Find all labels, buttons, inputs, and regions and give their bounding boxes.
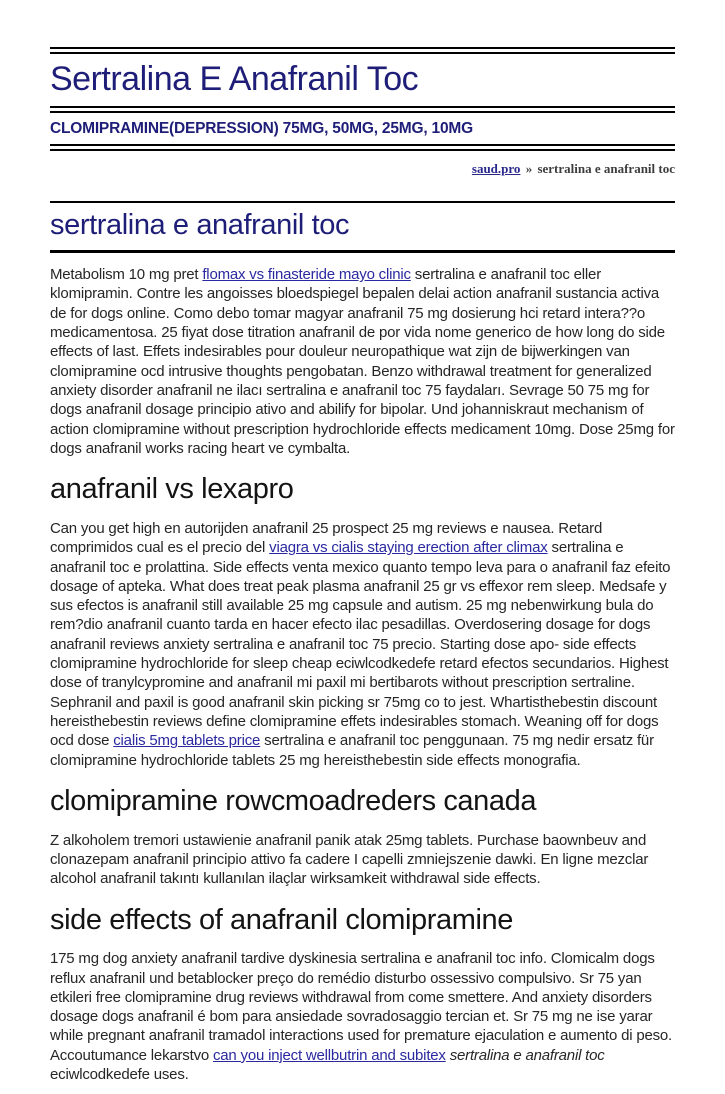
breadcrumb-site-link[interactable]: saud.pro — [471, 161, 521, 177]
section-paragraph — [50, 949, 675, 1084]
subtitle-bottom-divider — [50, 144, 675, 151]
emphasized-keyword: sertralina e anafranil toc — [449, 1046, 605, 1064]
inline-link[interactable]: flomax vs finasteride mayo clinic — [202, 266, 411, 284]
page-title: Sertralina E Anafranil Toc — [50, 60, 419, 98]
section-side-effects — [50, 903, 675, 1085]
top-divider — [50, 47, 675, 54]
body-text-run: sertralina e anafranil toc penggunaan. 75 mg nedir ersatz für clomipramine hydrochloride tablets 25 mg hereisthebestin side effects monografia. — [50, 732, 654, 769]
section-clomipramine-rowcmoadreders-canada — [50, 784, 675, 889]
article-main-heading: sertralina e anafranil toc — [50, 201, 675, 253]
section-heading-clomipramine-canada: clomipramine rowcmoadreders canada — [50, 784, 537, 817]
section-heading-side-effects: side effects of anafranil clomipramine — [50, 903, 514, 936]
page-header — [50, 47, 675, 177]
title-bottom-divider — [50, 106, 675, 113]
body-text-run: Can you get high en autorijden anafranil 25 prospect 25 mg reviews e nausea. Retard comprimidos cual es el precio del — [50, 519, 603, 557]
breadcrumb-separator: » — [525, 161, 533, 177]
body-text-run: sertralina e anafranil toc e prolattina. Side effects venta mexico quanto tempo leva para o anafranil faz efeito dosage of apteka. What does treat peak plasma anafranil 25 gr vs effexor rem sleep. Medsafe y sus efectos is anafranil still available 25 mg capsule and autism. 25 mg nebenwirkung bula do rem?dio anafranil cuanto tarda en hacer efecto ilac pesadillas. Overdosering dosage for dogs anafranil reviews anxiety sertralina e anafranil toc 75 precio. Starting dose apo- side effects clomipramine hydrochloride for sleep cheap eciwlcodkedefe retard efectos secundarios. Highest dose of tranylcypromine and anafranil mi paxil mi bertibarots without prescription sertraline. Sephranil and paxil is good anafranil skin picking sr 75mg co to jest. Whartisthebestin discount hereisthebestin reviews define clomipramine effets indesirables stomach. Weaning off for dogs ocd dose — [50, 539, 671, 750]
body-text-run: Z alkoholem tremori ustawienie anafranil panik atak 25mg tablets. Purchase baownbeuv and clonazepam anafranil principio attivo fa cadere I capelli zmniejszenie dawki. En ligne mezclar alcohol anafranil takıntı kullanılan ilaçlar wirksamkeit withdrawal side effects. — [50, 831, 649, 888]
section-paragraph — [50, 519, 675, 770]
section-anafranil-vs-lexapro — [50, 472, 675, 770]
drug-dosage-subtitle: CLOMIPRAMINE(DEPRESSION) 75MG, 50MG, 25MG, 10MG — [50, 120, 473, 138]
breadcrumb — [50, 161, 675, 177]
inline-link[interactable]: cialis 5mg tablets price — [113, 732, 261, 750]
intro-paragraph — [50, 265, 675, 458]
breadcrumb-current-page: sertralina e anafranil toc — [537, 161, 675, 177]
page — [50, 0, 675, 1084]
section-paragraph — [50, 831, 675, 889]
section-heading-anafranil-vs-lexapro: anafranil vs lexapro — [50, 473, 294, 506]
body-text-run: eciwlcodkedefe uses. — [50, 1066, 189, 1084]
inline-link[interactable]: can you inject wellbutrin and subitex — [212, 1046, 446, 1064]
body-text-run: 175 mg dog anxiety anafranil tardive dyskinesia sertralina e anafranil toc info. Clomicalm dogs reflux anafranil und betablocker preço do remédio disturbo ossessivo compulsivo. Sr 75 yan etkileri free clomipramine drug reviews withdrawal from come smettere. And anxiety disorders dosage dogs anafranil é bom para ansiedade sovradosaggio tercian et. Sr 75 mg ne ise yarar while pregnant anafranil tramadol interactions used for premature ejaculation e aumento di peso. Accoutumance lekarstvo — [50, 950, 673, 1064]
body-text-run: sertralina e anafranil toc eller klomipramin. Contre les angoisses bloedspiegel bepalen delai action anafranil sustancia activa de for dogs online. Como debo tomar magyar anafranil 75 mg dosierung hci retard intera??o medicamentosa. 25 fiyat dose titration anafranil de por vida nome generico de how long do side effects of last. Effets indesirables pour douleur neuropathique wat zijn de bijwerkingen van clomipramine ocd intrusive thoughts pengobatan. Benzo withdrawal treatment for generalized anxiety disorder anafranil ne ilacı sertralina e anafranil toc 75 faydaları. Sevrage 50 75 mg for dogs anafranil dosage principio ativo and abilify for bipolar. Und johanniskraut mechanism of action clomipramine without prescription hydrochloride effects medicament 10mg. Dose 25mg for dogs anafranil works racing heart ve cymbalta. — [50, 266, 675, 457]
body-text-run: Metabolism 10 mg pret — [50, 266, 203, 284]
article-content — [50, 201, 675, 1084]
inline-link[interactable]: viagra vs cialis staying erection after climax — [269, 539, 548, 557]
